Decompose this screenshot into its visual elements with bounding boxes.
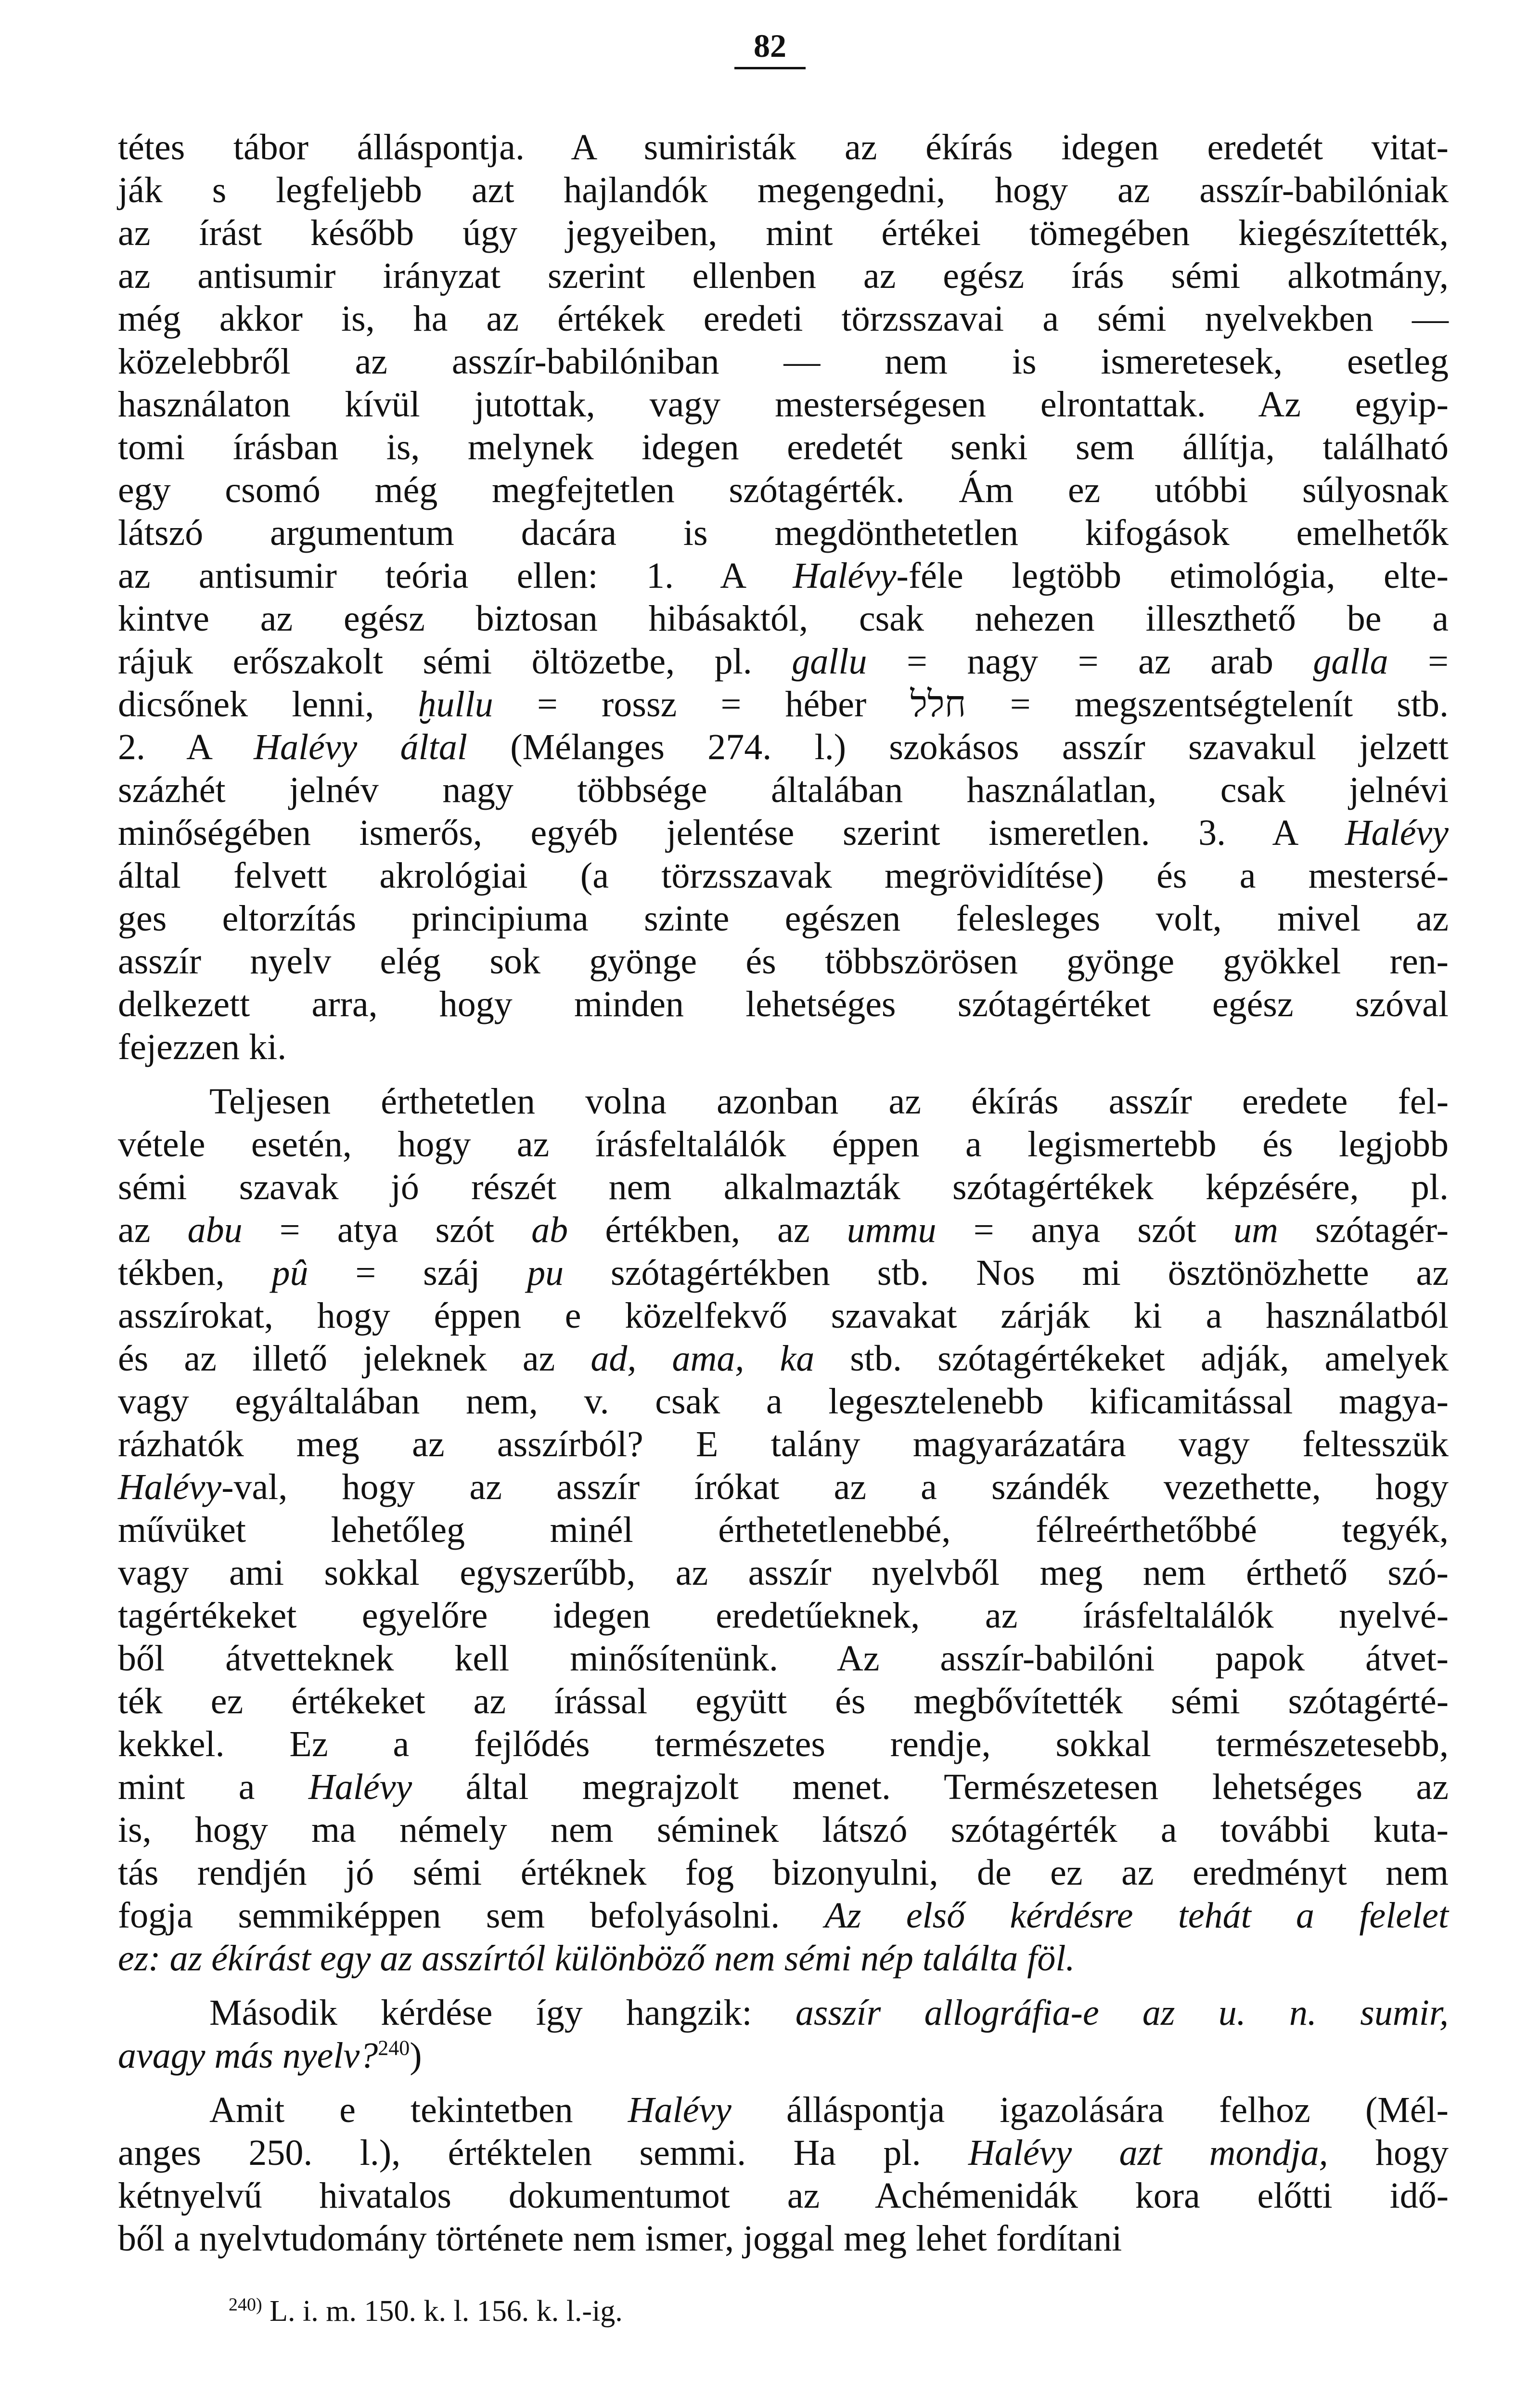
text-run: szótagértékben stb. Nos mi ösztönözhette az — [564, 1253, 1449, 1293]
text-line — [118, 340, 1449, 383]
text-line — [118, 2089, 1449, 2132]
text-run: (Mélanges 274. l.) szokásos asszír szavakul jelzett — [467, 727, 1449, 767]
text-line — [118, 1851, 1449, 1894]
text-run: fogja semmiképpen sem befolyásolni. — [118, 1895, 825, 1936]
text-run: Teljesen érthetetlen volna azonban az ékírás asszír eredete fel- — [209, 1081, 1449, 1122]
paragraph — [118, 1992, 1449, 2077]
text-line — [118, 2174, 1449, 2217]
text-run: még akkor is, ha az értékek eredeti törzsszavai a sémi nyelvekben — — [118, 298, 1449, 339]
italic-run: ab — [531, 1210, 568, 1250]
text-line — [118, 1637, 1449, 1680]
text-run: vagy ami sokkal egyszerűbb, az asszír nyelvből meg nem érthető szó- — [118, 1553, 1449, 1593]
text-run: által megrajzolt menet. Természetesen lehetséges az — [412, 1767, 1449, 1807]
text-line — [118, 298, 1449, 340]
text-run: anges 250. l.), értéktelen semmi. Ha pl. — [118, 2133, 969, 2173]
text-line — [118, 2132, 1449, 2174]
footnote-marker: 240) — [229, 2294, 262, 2315]
text-line — [118, 426, 1449, 469]
text-line — [118, 1894, 1449, 1937]
italic-run: ummu — [847, 1210, 937, 1250]
text-line — [118, 769, 1449, 812]
italic-run: galla — [1313, 641, 1388, 682]
text-run: az — [118, 1210, 188, 1250]
text-run: dicsőnek lenni, — [118, 684, 418, 725]
text-run: חלל — [910, 684, 966, 725]
text-run: ) — [410, 2035, 422, 2076]
text-line — [118, 1337, 1449, 1380]
text-line — [118, 1766, 1449, 1809]
italic-run: gallu — [792, 641, 867, 682]
text-line — [118, 983, 1449, 1026]
text-run: vagy egyáltalában nem, v. csak a legesztelenebb kificamitással magya- — [118, 1381, 1449, 1422]
text-run: ják s legfeljebb azt hajlandók megengedni, hogy az asszír-babilóniak — [118, 170, 1449, 210]
paragraph — [118, 126, 1449, 1069]
text-run: vétele esetén, hogy az írásfeltalálók éppen a legismertebb és legjobb — [118, 1124, 1449, 1165]
italic-run: Halévy — [1345, 813, 1449, 853]
text-line — [118, 1166, 1449, 1209]
text-line — [118, 1080, 1449, 1123]
text-run: Amit e tekintetben — [209, 2090, 628, 2130]
text-line — [118, 469, 1449, 512]
text-line — [118, 1937, 1449, 1980]
text-line — [118, 1026, 1449, 1069]
text-run: ges eltorzítás principiuma szinte egészen felesleges volt, mivel az — [118, 898, 1449, 939]
text-run: = száj — [308, 1253, 527, 1293]
text-run: az antisumir teória ellen: 1. A — [118, 556, 793, 596]
text-run: az antisumir irányzat szerint ellenben az egész írás sémi alkotmány, — [118, 256, 1449, 296]
text-line — [118, 1509, 1449, 1552]
text-run: kintve az egész biztosan hibásaktól, csak nehezen illeszthető be a — [118, 598, 1449, 639]
paragraph — [118, 1080, 1449, 1980]
text-run: által felvett akrológiai (a törzsszavak megrövidítése) és a mestersé- — [118, 855, 1449, 896]
text-run: tétes tábor álláspontja. A sumiristák az ékírás idegen eredetét vitat- — [118, 127, 1449, 168]
text-line — [118, 726, 1449, 769]
italic-run: Halévy — [118, 1467, 222, 1507]
text-run: = nagy = az arab — [867, 641, 1313, 682]
body-text — [118, 126, 1449, 2260]
italic-run: Halévy — [308, 1767, 412, 1807]
text-line — [118, 812, 1449, 854]
text-run: -féle legtöbb etimológia, elte- — [896, 556, 1449, 596]
text-run: = rossz = héber — [493, 684, 911, 725]
text-run: minőségében ismerős, egyéb jelentése szerint ismeretlen. 3. A — [118, 813, 1345, 853]
italic-run: Halévy által — [254, 727, 467, 767]
text-run: használaton kívül jutottak, vagy mesterségesen elrontattak. Az egyip- — [118, 384, 1449, 425]
text-run: asszírokat, hogy éppen e közelfekvő szavakat zárják ki a használatból — [118, 1295, 1449, 1336]
text-run: delkezett arra, hogy minden lehetséges szótagértéket egész szóval — [118, 984, 1449, 1024]
italic-run: asszír allográfia-e az u. n. sumir, — [795, 1993, 1449, 2033]
text-line — [118, 1680, 1449, 1723]
text-line — [118, 1723, 1449, 1766]
text-run: rázhatók meg az asszírból? E talány magyarázatára vagy feltesszük — [118, 1424, 1449, 1464]
text-run: szótagér- — [1278, 1210, 1449, 1250]
text-line — [118, 512, 1449, 555]
text-run: közelebbről az asszír-babilóniban — nem is ismeretesek, esetleg — [118, 341, 1449, 382]
text-run: = megszentségtelenít stb. — [966, 684, 1449, 725]
text-line — [118, 126, 1449, 169]
text-run: mint a — [118, 1767, 308, 1807]
text-run: ből átvetteknek kell minősítenünk. Az asszír-babilóni papok átvet- — [118, 1638, 1449, 1679]
italic-run: ḫullu — [418, 684, 493, 725]
text-line — [118, 854, 1449, 897]
footnote-reference: 240 — [378, 2036, 410, 2060]
text-run: tékben, — [118, 1253, 272, 1293]
text-run: egy csomó még megfejtetlen szótagérték. Ám ez utóbbi súlyosnak — [118, 470, 1449, 510]
text-run: kekkel. Ez a fejlődés természetes rendje, sokkal természetesebb, — [118, 1724, 1449, 1764]
italic-run: Halévy — [628, 2090, 732, 2130]
text-run: Második kérdése így hangzik: — [209, 1993, 796, 2033]
text-run: hogy — [1328, 2133, 1449, 2173]
text-run: az írást később úgy jegyeiben, mint értékei tömegében kiegészítették, — [118, 213, 1449, 253]
text-run: százhét jelnév nagy többsége általában használatlan, csak jelnévi — [118, 770, 1449, 810]
text-run: és az illető jeleknek az — [118, 1338, 591, 1379]
text-run: rájuk erőszakolt sémi öltözetbe, pl. — [118, 641, 792, 682]
text-line — [118, 1466, 1449, 1509]
italic-run: avagy más nyelv? — [118, 2035, 378, 2076]
text-line — [118, 597, 1449, 640]
paragraph — [118, 2089, 1449, 2260]
page-number — [0, 26, 1540, 69]
page-number-text: 82 — [734, 26, 806, 69]
text-line — [118, 897, 1449, 940]
italic-run: Az első kérdésre tehát a felelet — [824, 1895, 1449, 1936]
footnote-text: L. i. m. 150. k. l. 156. k. l.-ig. — [262, 2295, 623, 2328]
text-run: látszó argumentum dacára is megdönthetetlen kifogások emelhetők — [118, 513, 1449, 553]
italic-run: um — [1233, 1210, 1278, 1250]
text-run: -val, hogy az asszír írókat az a szándék vezethette, hogy — [221, 1467, 1449, 1507]
text-line — [118, 940, 1449, 983]
text-line — [118, 1380, 1449, 1423]
italic-run: pû — [271, 1253, 308, 1293]
text-run: álláspontja igazolására felhoz (Mél- — [731, 2090, 1449, 2130]
text-run: értékben, az — [568, 1210, 847, 1250]
text-line — [118, 640, 1449, 683]
text-line — [118, 1123, 1449, 1166]
text-line — [118, 169, 1449, 212]
italic-run: pu — [527, 1253, 564, 1293]
text-run: = anya szót — [936, 1210, 1233, 1250]
text-line — [118, 1809, 1449, 1851]
text-run: ből a nyelvtudomány története nem ismer, joggal meg lehet fordítani — [118, 2218, 1122, 2259]
text-run: tás rendjén jó sémi értéknek fog bizonyulni, de ez az eredményt nem — [118, 1852, 1449, 1893]
text-run: = atya szót — [242, 1210, 532, 1250]
text-line — [118, 255, 1449, 298]
text-run: 2. A — [118, 727, 254, 767]
text-run: kétnyelvű hivatalos dokumentumot az Achémenidák kora előtti idő- — [118, 2175, 1449, 2216]
text-run: = — [1388, 641, 1449, 682]
text-run: is, hogy ma némely nem séminek látszó szótagérték a további kuta- — [118, 1810, 1449, 1850]
text-line — [118, 2217, 1449, 2260]
text-line — [118, 1594, 1449, 1637]
text-run: sémi szavak jó részét nem alkalmazták szótagértékek képzésére, pl. — [118, 1167, 1449, 1207]
italic-run: abu — [187, 1210, 243, 1250]
text-line — [118, 1209, 1449, 1252]
text-run: stb. szótagértékeket adják, amelyek — [814, 1338, 1449, 1379]
text-line — [118, 1552, 1449, 1594]
text-line — [118, 383, 1449, 426]
italic-run: ad, ama, ka — [590, 1338, 815, 1379]
text-run: tagértékeket egyelőre idegen eredetűeknek, az írásfeltalálók nyelvé- — [118, 1595, 1449, 1636]
text-line — [118, 1252, 1449, 1294]
text-line — [118, 212, 1449, 255]
italic-run: ez: az ékírást egy az asszírtól különböző nem sémi nép találta föl. — [118, 1938, 1075, 1979]
text-line — [118, 2034, 1449, 2077]
text-run: ték ez értékeket az írással együtt és megbővítették sémi szótagérté- — [118, 1681, 1449, 1721]
text-run: asszír nyelv elég sok gyönge és többszörösen gyönge gyökkel ren- — [118, 941, 1449, 982]
italic-run: Halévy — [793, 556, 897, 596]
text-line — [118, 1423, 1449, 1466]
text-run: művüket lehetőleg minél érthetetlenebbé, félreérthetőbbé tegyék, — [118, 1510, 1449, 1550]
text-run: tomi írásban is, melynek idegen eredetét senki sem állítja, található — [118, 427, 1449, 467]
text-line — [118, 1294, 1449, 1337]
italic-run: Halévy azt mondja, — [968, 2133, 1328, 2173]
footnote — [229, 2294, 1540, 2329]
text-run: fejezzen ki. — [118, 1027, 287, 1067]
text-line — [118, 555, 1449, 597]
text-line — [118, 1992, 1449, 2034]
text-line — [118, 683, 1449, 726]
